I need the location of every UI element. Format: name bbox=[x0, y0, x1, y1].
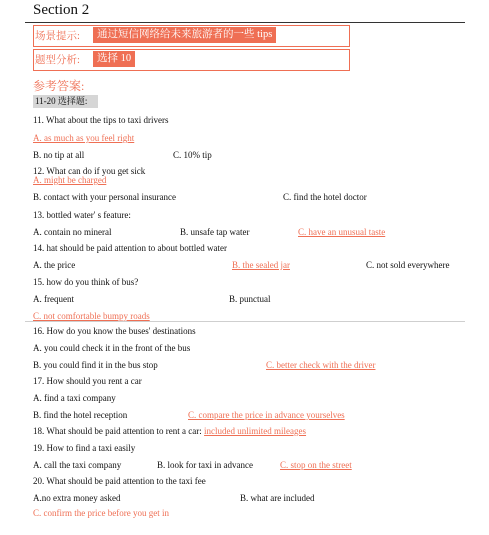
title-divider bbox=[25, 22, 465, 23]
option-16-a: A. you could check it in the front of the bus bbox=[33, 343, 191, 353]
question-18 bbox=[33, 426, 306, 436]
option-16-c: C. better check with the driver bbox=[266, 360, 376, 370]
type-box bbox=[33, 49, 350, 71]
scene-label: 场景提示: bbox=[35, 31, 80, 42]
option-12-c: C. find the hotel doctor bbox=[283, 192, 367, 202]
option-13-b: B. unsafe tap water bbox=[180, 227, 250, 237]
scene-box bbox=[33, 25, 350, 47]
option-15-b: B. punctual bbox=[229, 294, 271, 304]
question-20: 20. What should be paid attention to the taxi fee bbox=[33, 476, 206, 486]
option-19-a: A. call the taxi company bbox=[33, 460, 122, 470]
option-13-c: C. have an unusual taste bbox=[298, 227, 386, 237]
option-17-b: B. find the hotel reception bbox=[33, 410, 128, 420]
question-14: 14. hat should be paid attention to about bottled water bbox=[33, 243, 227, 253]
option-17-c: C. compare the price in advance yourselves bbox=[188, 410, 345, 420]
question-17: 17. How should you rent a car bbox=[33, 376, 142, 386]
question-11: 11. What about the tips to taxi drivers bbox=[33, 115, 169, 125]
answer-12: A. might be charged bbox=[33, 175, 107, 185]
option-17-a: A. find a taxi company bbox=[33, 393, 116, 403]
option-20-c: C. confirm the price before you get in bbox=[33, 508, 169, 518]
row-divider bbox=[25, 321, 465, 322]
option-13-a: A. contain no mineral bbox=[33, 227, 112, 237]
option-19-b: B. look for taxi in advance bbox=[157, 460, 253, 470]
type-label: 题型分析: bbox=[35, 55, 80, 66]
option-15-c: C. not comfortable bumpy roads bbox=[33, 311, 150, 321]
option-19-c: C. stop on the street bbox=[280, 460, 352, 470]
option-14-b: B. the sealed jar bbox=[232, 260, 290, 270]
question-12: 12. What can do if you get sick bbox=[33, 166, 146, 176]
question-16: 16. How do you know the buses' destinations bbox=[33, 326, 196, 336]
option-12-b: B. contact with your personal insurance bbox=[33, 192, 176, 202]
type-text: 选择 10 bbox=[93, 51, 135, 67]
option-20-b: B. what are included bbox=[240, 493, 315, 503]
option-11-b: B. no tip at all bbox=[33, 150, 85, 160]
answer-18: included unlimited mileages bbox=[204, 426, 307, 436]
scene-text: 通过短信网络给未来旅游者的一些 tips bbox=[93, 27, 276, 43]
option-14-c: C. not sold everywhere bbox=[366, 260, 450, 270]
option-11-a: A. as much as you feel right bbox=[33, 133, 135, 143]
question-19: 19. How to find a taxi easily bbox=[33, 443, 136, 453]
question-15: 15. how do you think of bus? bbox=[33, 277, 139, 287]
option-15-a: A. frequent bbox=[33, 294, 74, 304]
option-20-a: A.no extra money asked bbox=[33, 493, 121, 503]
question-18-text: 18. What should be paid attention to rent a car: bbox=[33, 426, 202, 436]
question-13: 13. bottled water' s feature: bbox=[33, 210, 131, 220]
option-14-a: A. the price bbox=[33, 260, 76, 270]
option-16-b: B. you could find it in the bus stop bbox=[33, 360, 158, 370]
section-title: Section 2 bbox=[33, 2, 90, 18]
option-11-c: C. 10% tip bbox=[173, 150, 212, 160]
answers-header: 参考答案: bbox=[33, 79, 85, 93]
range-label: 11-20 选择题: bbox=[33, 95, 98, 108]
